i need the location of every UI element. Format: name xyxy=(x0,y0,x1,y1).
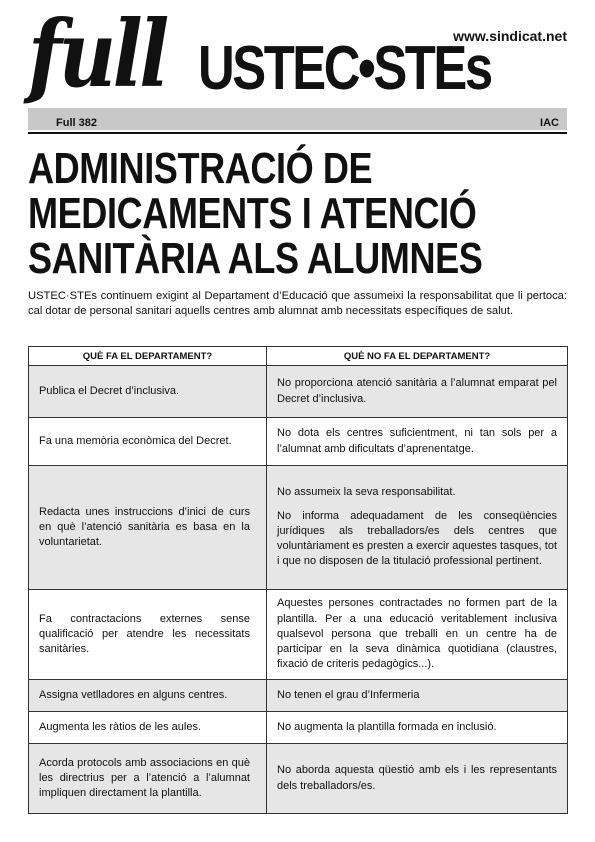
does-cell: Redacta unes instruccions d’inici de curs en què l’atenció sanitària es basa en la voluntarietat. xyxy=(29,466,267,590)
section-label: IAC xyxy=(540,117,559,129)
title-line-2: MEDICAMENTS I ATENCIÓ xyxy=(28,189,477,238)
table-row xyxy=(29,366,568,418)
issue-number: Full 382 xyxy=(56,117,97,129)
logo-full: full xyxy=(28,0,166,108)
does-cell: Augmenta les ràtios de les aules. xyxy=(29,712,267,744)
intro-paragraph: USTEC·STEs continuem exigint al Departament d’Educació que assumeixi la responsabilitat que li pertoca: cal dotar de personal sanitari aquells centres amb alumnat amb necessitats específiques de salut. xyxy=(28,290,567,317)
does-not-cell xyxy=(267,418,568,466)
page-title xyxy=(28,146,569,281)
does-not-text: No dota els centres suficientment, ni tan sols per a l’alumnat amb dificultats d’aprenentatge. xyxy=(277,427,557,455)
table-row xyxy=(29,418,568,466)
title-line-3: SANITÀRIA ALS ALUMNES xyxy=(28,234,483,283)
does-not-text: No tenen el grau d’Infermeria xyxy=(277,688,420,701)
table-header-row xyxy=(29,347,568,366)
table-row xyxy=(29,466,568,590)
does-not-text: No aborda aquesta qüestió amb els i les representants dels treballadors/es. xyxy=(277,764,557,792)
table-row xyxy=(29,712,568,744)
does-not-cell xyxy=(267,590,568,680)
column-header-does: QUÈ FA EL DEPARTAMENT? xyxy=(29,347,267,366)
column-header-does-not: QUÈ NO FA EL DEPARTAMENT? xyxy=(267,347,568,366)
website-link[interactable]: www.sindicat.net xyxy=(453,28,567,44)
table-row xyxy=(29,590,568,680)
does-not-cell xyxy=(267,712,568,744)
title-line-1: ADMINISTRACIÓ DE xyxy=(28,144,373,193)
does-cell: Fa contractacions externes sense qualificació per atendre les necessitats sanitàries. xyxy=(29,590,267,680)
does-cell: Assigna vetlladores en alguns centres. xyxy=(29,680,267,712)
table-row xyxy=(29,744,568,814)
table-row xyxy=(29,680,568,712)
does-not-text: No proporciona atenció sanitària a l’alumnat emparat pel Decret d’inclusiva. xyxy=(277,377,557,405)
does-cell: Fa una memòria econòmica del Decret. xyxy=(29,418,267,466)
logo-ustec-stes: USTEC•STEs xyxy=(198,34,491,103)
masthead xyxy=(0,0,595,140)
does-not-cell xyxy=(267,466,568,590)
does-cell: Acorda protocols amb associacions en què les directrius per a l’atenció a l’alumnat impliquen directament la plantilla. xyxy=(29,744,267,814)
does-cell: Publica el Decret d’inclusiva. xyxy=(29,366,267,418)
does-not-text: No augmenta la plantilla formada en inclusió. xyxy=(277,720,497,733)
does-not-text: Aquestes persones contractades no formen part de la plantilla. Per a una educació veritablement inclusiva qualsevol persona que treballi en un centre ha de participar en la seva dinàmica quotidiana (claustres, fixació de criteris pedagògics...). xyxy=(277,597,557,671)
does-not-cell xyxy=(267,680,568,712)
masthead-band xyxy=(28,108,567,130)
does-not-text: No informa adequadament de les conseqüències jurídiques als treballadors/es dels centres que voluntàriament es presten a exercir aquestes tasques, tot i que no disposen de la titulació professional pertinent. xyxy=(277,509,557,568)
does-not-cell xyxy=(267,744,568,814)
does-not-text: No assumeix la seva responsabilitat. xyxy=(277,486,456,499)
comparison-table xyxy=(28,346,568,814)
masthead-rule xyxy=(28,132,567,134)
does-not-cell xyxy=(267,366,568,418)
